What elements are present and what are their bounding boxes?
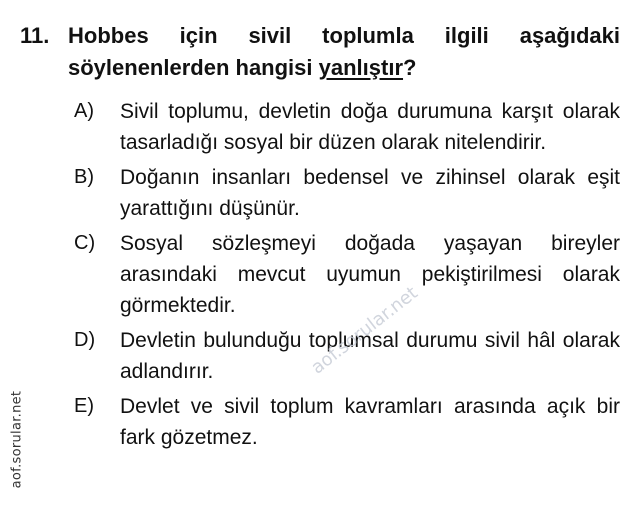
- diagonal-watermark: aof.sorular.net: [307, 282, 422, 379]
- option-letter: B): [74, 166, 94, 188]
- answer-options: [74, 96, 620, 457]
- option-a[interactable]: [74, 96, 620, 158]
- option-b[interactable]: [74, 162, 620, 224]
- option-letter: C): [74, 232, 96, 254]
- option-text: Devlet ve sivil toplum kavramları arasında açık bir fark gözetmez.: [120, 395, 620, 449]
- side-watermark: aof.sorular.net: [9, 390, 25, 489]
- option-letter: D): [74, 329, 96, 351]
- option-text: Sosyal sözleşmeyi doğada yaşayan bireyler arasındaki mevcut uyumun pekiştirilmesi olarak görmektedir.: [120, 232, 620, 317]
- option-text: Doğanın insanları bedensel ve zihinsel olarak eşit yarattığını düşünür.: [120, 166, 620, 220]
- option-text: Sivil toplumu, devletin doğa durumuna karşıt olarak tasarladığı sosyal bir düzen olarak nitelendirir.: [120, 100, 620, 154]
- option-c[interactable]: [74, 228, 620, 321]
- question-text-end: ?: [403, 55, 417, 80]
- option-letter: A): [74, 100, 94, 122]
- question-number: 11.: [20, 23, 50, 48]
- option-text: Devletin bulunduğu toplumsal durumu sivil hâl olarak adlandırır.: [120, 329, 620, 383]
- option-e[interactable]: [74, 391, 620, 453]
- option-letter: E): [74, 395, 94, 417]
- question-text-main: Hobbes için sivil toplumla ilgili aşağıdaki söylenenlerden hangisi: [68, 23, 620, 80]
- question-text-underlined: yanlıştır: [318, 55, 404, 80]
- question-text: [68, 20, 620, 84]
